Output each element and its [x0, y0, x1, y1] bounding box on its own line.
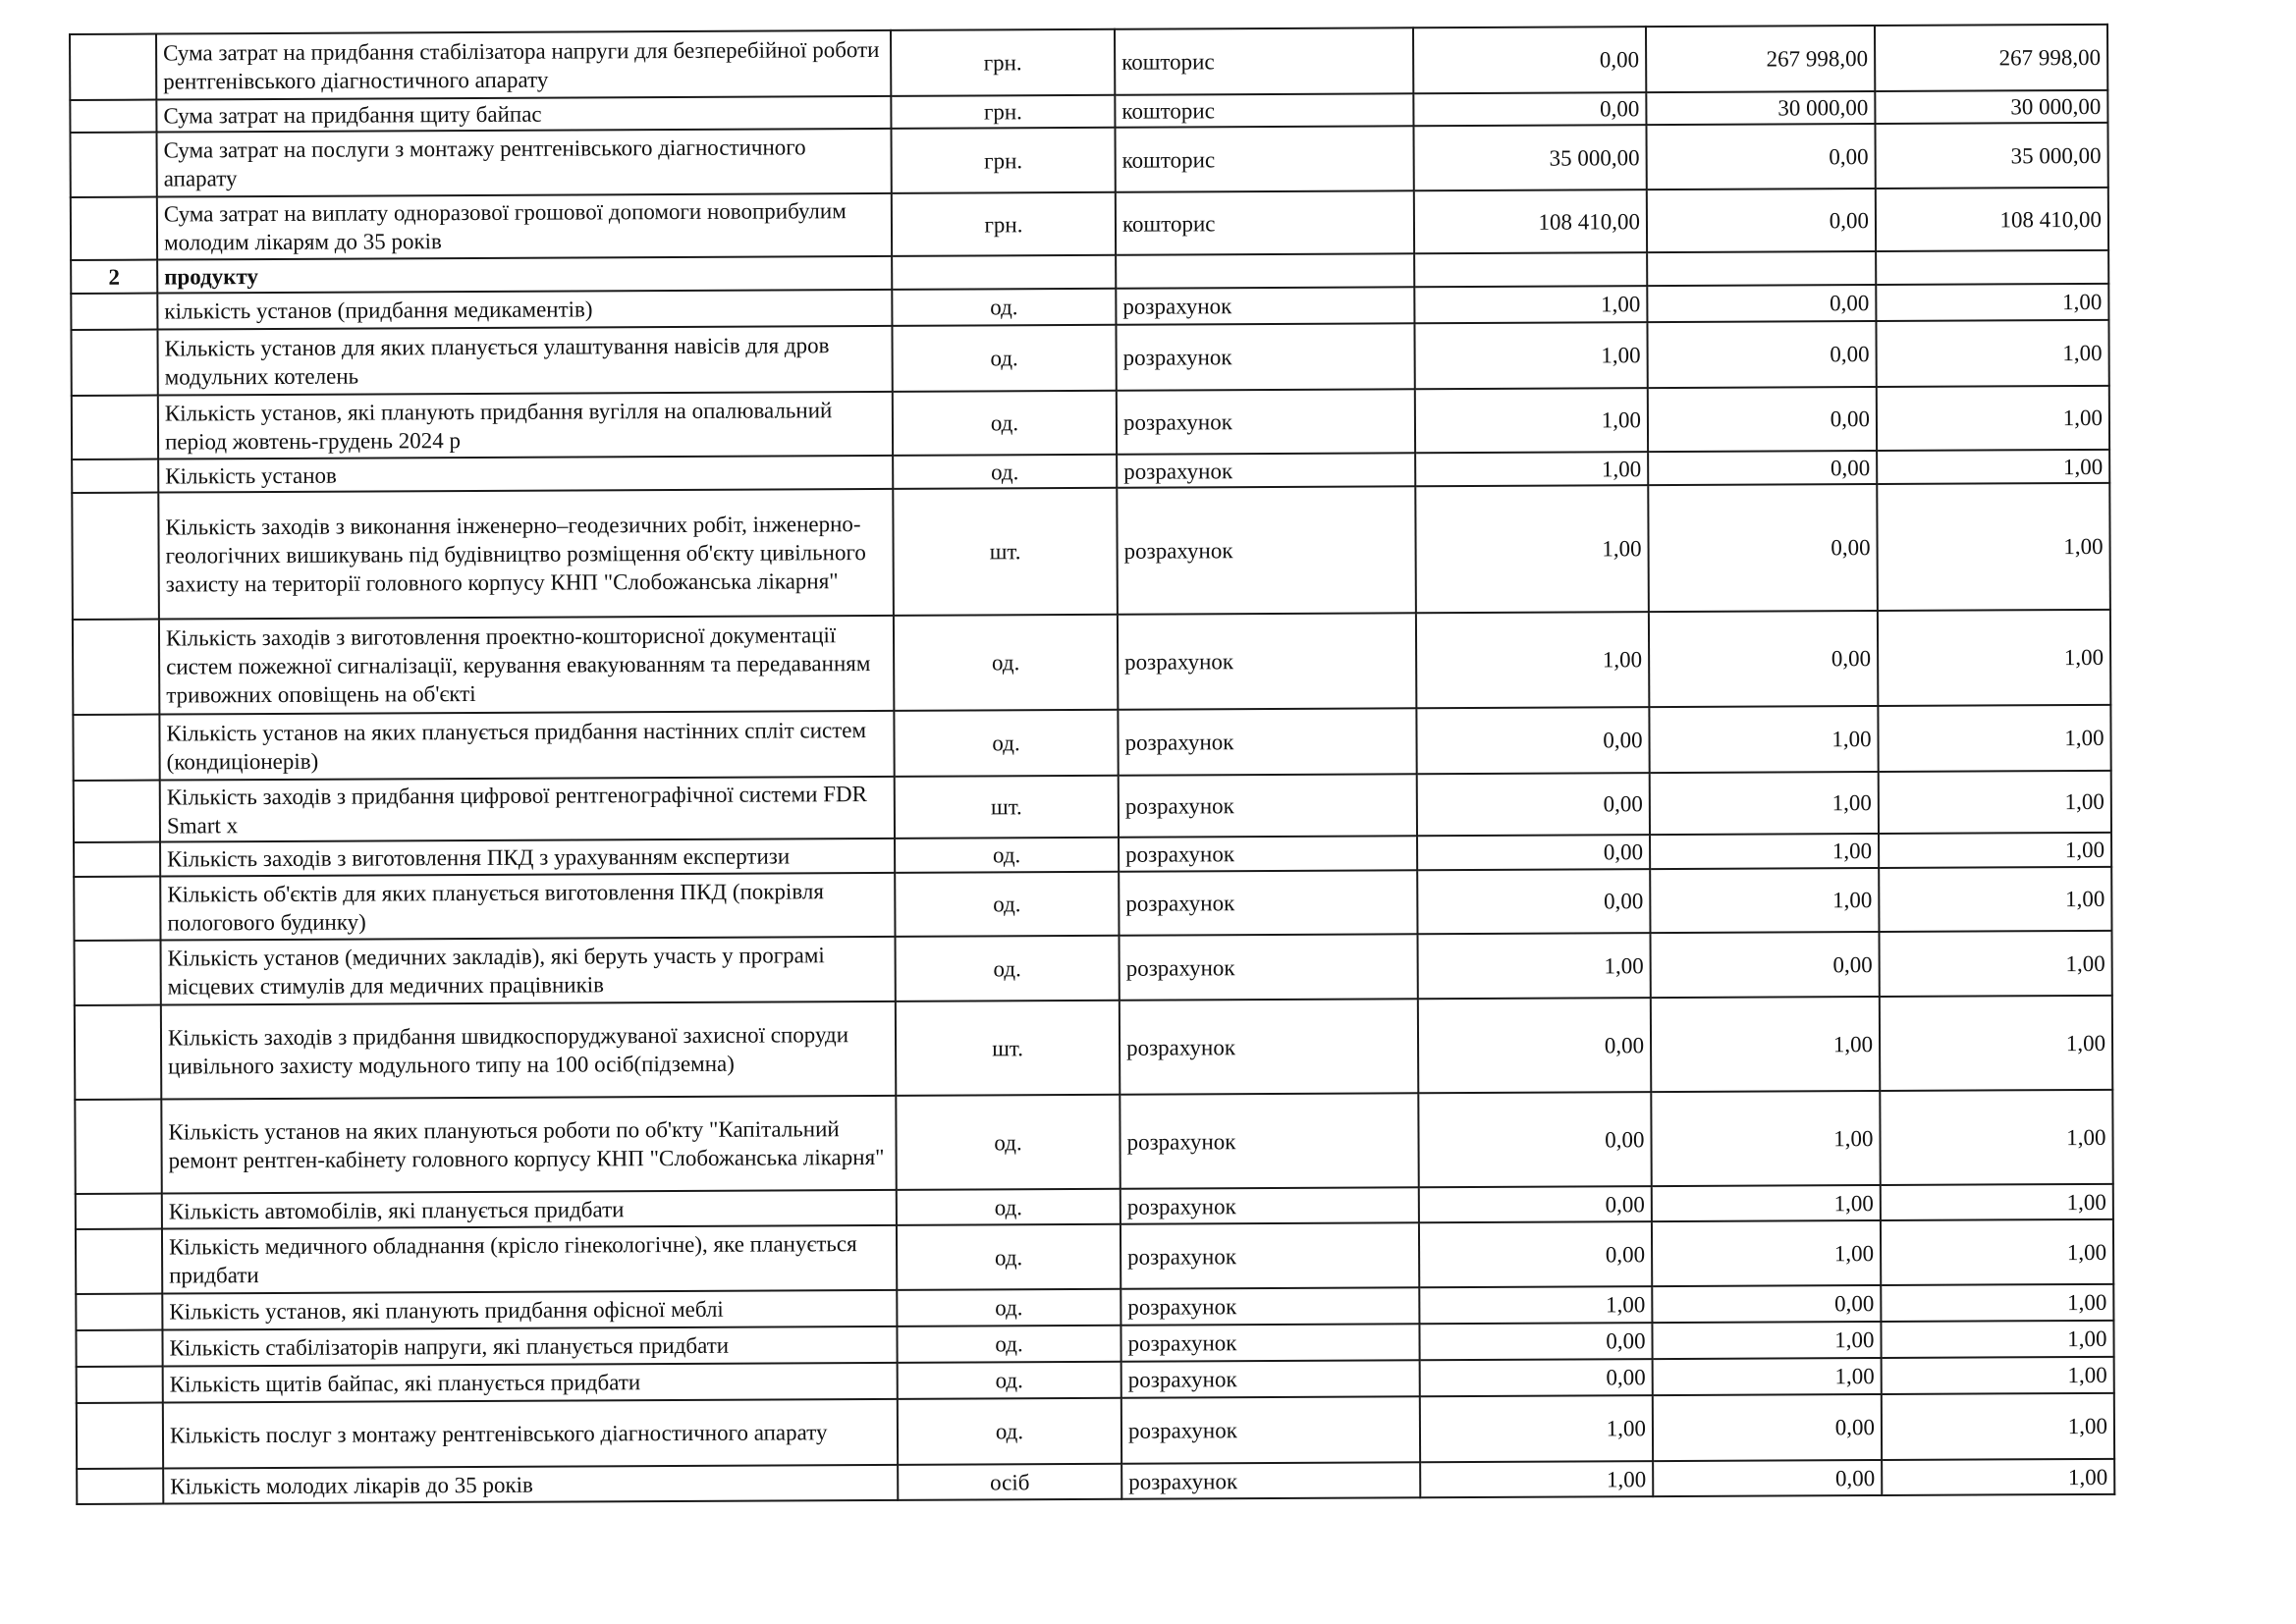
value-special-fund: 0,00: [1649, 611, 1878, 707]
value-special-fund: 0,00: [1646, 124, 1875, 189]
value-special-fund: 1,00: [1651, 997, 1880, 1092]
information-source: розрахунок: [1119, 836, 1417, 871]
value-total: 1,00: [1878, 610, 2110, 706]
information-source: розрахунок: [1120, 934, 1418, 1000]
indicator-name: Кількість заходів з виготовлення ПКД з урахуванням експертизи: [160, 839, 895, 877]
value-general-fund: 0,00: [1419, 1323, 1652, 1360]
row-number: [77, 1367, 163, 1403]
value-general-fund: 0,00: [1413, 92, 1646, 126]
information-source: розрахунок: [1121, 1462, 1420, 1498]
value-general-fund: 1,00: [1415, 388, 1648, 453]
value-general-fund: 1,00: [1420, 1461, 1653, 1497]
information-source: [1116, 253, 1414, 288]
information-source: кошторис: [1116, 190, 1414, 254]
value-special-fund: 1,00: [1650, 772, 1879, 835]
value-total: 30 000,00: [1875, 90, 2107, 124]
value-special-fund: 0,00: [1653, 1394, 1882, 1461]
value-total: 1,00: [1876, 284, 2108, 321]
table-row: [76, 1219, 2113, 1294]
row-number: [72, 396, 158, 460]
indicator-name: Сума затрат на придбання щиту байпас: [156, 96, 891, 133]
value-special-fund: 0,00: [1648, 387, 1877, 452]
row-number: [73, 715, 159, 781]
value-special-fund: 1,00: [1650, 868, 1879, 933]
value-total: 1,00: [1880, 996, 2112, 1091]
value-total: 1,00: [1877, 450, 2109, 484]
unit-of-measure: грн.: [891, 95, 1115, 129]
table-row: [75, 996, 2112, 1100]
information-source: кошторис: [1115, 126, 1413, 191]
unit-of-measure: грн.: [892, 192, 1116, 256]
value-total: 1,00: [1879, 771, 2111, 834]
value-total: 1,00: [1882, 1357, 2114, 1394]
value-total: 1,00: [1880, 1090, 2112, 1185]
unit-of-measure: од.: [898, 1398, 1121, 1465]
value-total: 1,00: [1879, 833, 2111, 868]
value-total: 1,00: [1879, 931, 2111, 997]
indicator-name: Сума затрат на придбання стабілізатора напруги для безперебійної роботи рентгенівського діагностичного апарату: [156, 30, 891, 100]
unit-of-measure: од.: [892, 289, 1116, 326]
row-number: [70, 133, 156, 197]
unit-of-measure: од.: [893, 455, 1117, 489]
table-row: [77, 1393, 2114, 1469]
indicators-table: [69, 24, 2115, 1505]
row-number: [73, 620, 159, 715]
information-source: розрахунок: [1119, 870, 1417, 935]
value-special-fund: 0,00: [1650, 932, 1879, 998]
row-number: [77, 1403, 163, 1469]
value-total: 35 000,00: [1875, 123, 2107, 189]
indicator-name: Кількість установ, які планують придбання офісної меблі: [162, 1290, 897, 1330]
value-general-fund: [1414, 252, 1647, 287]
value-special-fund: 1,00: [1652, 1185, 1881, 1221]
information-source: розрахунок: [1117, 453, 1415, 487]
value-general-fund: 108 410,00: [1414, 189, 1647, 253]
value-total: 1,00: [1876, 320, 2108, 387]
indicator-name: кількість установ (придбання медикаментів): [157, 290, 892, 330]
row-number: 2: [71, 260, 157, 294]
value-general-fund: 1,00: [1414, 286, 1647, 323]
information-source: розрахунок: [1121, 1222, 1419, 1288]
row-number: [74, 781, 160, 842]
value-special-fund: 1,00: [1652, 1220, 1881, 1286]
value-special-fund: 0,00: [1652, 1285, 1881, 1323]
information-source: розрахунок: [1120, 1093, 1418, 1188]
value-general-fund: 0,00: [1413, 27, 1646, 93]
table-body: [70, 25, 2114, 1504]
value-general-fund: 0,00: [1420, 1359, 1653, 1396]
unit-of-measure: осіб: [898, 1464, 1121, 1500]
value-total: 1,00: [1878, 705, 2110, 772]
indicator-name: Кількість установ (медичних закладів), які беруть участь у програмі місцевих стимулів для медичних працівників: [161, 937, 896, 1005]
unit-of-measure: од.: [897, 1326, 1121, 1363]
row-number: [76, 1229, 162, 1294]
information-source: кошторис: [1115, 27, 1413, 94]
indicator-name: Сума затрат на виплату одноразової грошової допомоги новоприбулим молодим лікарям до 35 років: [157, 193, 892, 260]
information-source: розрахунок: [1121, 1396, 1420, 1463]
information-source: розрахунок: [1119, 774, 1417, 837]
unit-of-measure: од.: [896, 936, 1120, 1001]
indicator-name: Сума затрат на послуги з монтажу рентгенівського діагностичного апарату: [156, 129, 891, 197]
table-row: [73, 610, 2110, 715]
row-number: [75, 1005, 161, 1100]
value-total: 1,00: [1881, 1184, 2113, 1220]
value-total: [1876, 250, 2108, 285]
indicator-name: Кількість заходів з виготовлення проектно-кошторисної документації систем пожежної сигналізації, керування евакуюванням та передаванням тривожних оповіщень на об'єкті: [159, 616, 894, 715]
unit-of-measure: шт.: [895, 776, 1119, 839]
value-special-fund: 1,00: [1649, 706, 1878, 773]
value-special-fund: 267 998,00: [1646, 26, 1875, 92]
row-number: [75, 941, 161, 1005]
table-row: [72, 386, 2109, 460]
value-special-fund: 0,00: [1653, 1460, 1882, 1496]
value-total: 1,00: [1879, 867, 2111, 932]
row-number: [72, 460, 158, 493]
value-general-fund: 0,00: [1416, 707, 1649, 774]
value-total: 1,00: [1877, 483, 2110, 611]
value-special-fund: 0,00: [1648, 451, 1877, 485]
table-row: [75, 931, 2112, 1005]
information-source: розрахунок: [1118, 708, 1416, 775]
unit-of-measure: од.: [896, 1095, 1120, 1190]
indicator-name: Кількість молодих лікарів до 35 років: [163, 1465, 898, 1504]
value-special-fund: [1647, 251, 1876, 286]
value-special-fund: 0,00: [1648, 484, 1878, 612]
indicator-name: продукту: [157, 256, 892, 294]
indicator-name: Кількість установ: [158, 456, 893, 493]
unit-of-measure: [892, 255, 1116, 290]
value-general-fund: 1,00: [1419, 1286, 1652, 1324]
indicator-name: Кількість установ для яких планується улаштування навісів для дров модульних котелень: [157, 326, 892, 396]
unit-of-measure: од.: [897, 1189, 1121, 1225]
value-general-fund: 0,00: [1419, 1186, 1652, 1222]
table-row: [74, 771, 2111, 842]
value-special-fund: 1,00: [1651, 1091, 1880, 1186]
value-total: 267 998,00: [1875, 25, 2107, 91]
indicator-name: Кількість об'єктів для яких планується виготовлення ПКД (покрівля пологового будинку): [160, 873, 895, 941]
indicator-name: Кількість установ на яких плануються роботи по об'кту "Капітальний ремонт рентген-кабінету головного корпусу КНП "Слобожанська лікарня": [161, 1096, 896, 1194]
value-special-fund: 1,00: [1653, 1358, 1882, 1395]
row-number: [71, 294, 157, 330]
unit-of-measure: од.: [893, 391, 1117, 456]
indicator-name: Кількість послуг з монтажу рентгенівського діагностичного апарату: [163, 1399, 898, 1469]
row-number: [71, 330, 157, 396]
value-general-fund: 1,00: [1415, 485, 1649, 613]
table-row: [73, 705, 2110, 781]
indicator-name: Кількість стабілізаторів напруги, які планується придбати: [162, 1326, 897, 1367]
table-row: [74, 867, 2111, 941]
indicator-name: Кількість заходів з придбання швидкоспоруджуваної захисної споруди цивільного захисту модульного типу на 100 осіб(підземна): [161, 1001, 896, 1100]
value-special-fund: 1,00: [1652, 1322, 1881, 1359]
table-row: [71, 320, 2108, 396]
row-number: [76, 1330, 162, 1367]
unit-of-measure: од.: [898, 1362, 1121, 1399]
indicator-name: Кількість щитів байпас, які планується придбати: [163, 1363, 898, 1403]
information-source: розрахунок: [1121, 1187, 1419, 1223]
value-general-fund: 0,00: [1418, 998, 1651, 1093]
row-number: [76, 1294, 162, 1330]
unit-of-measure: шт.: [893, 488, 1118, 616]
value-general-fund: 0,00: [1417, 869, 1650, 934]
unit-of-measure: од.: [895, 872, 1119, 937]
value-general-fund: 0,00: [1418, 1092, 1651, 1187]
information-source: розрахунок: [1117, 389, 1415, 454]
information-source: розрахунок: [1121, 1324, 1419, 1361]
value-special-fund: 0,00: [1647, 189, 1876, 252]
value-general-fund: 1,00: [1420, 1395, 1653, 1462]
indicator-name: Кількість заходів з придбання цифрової рентгенографічної системи FDR Smart x: [160, 777, 895, 842]
value-general-fund: 0,00: [1417, 835, 1650, 870]
unit-of-measure: од.: [894, 615, 1118, 711]
value-general-fund: 0,00: [1419, 1221, 1652, 1287]
value-total: 108 410,00: [1876, 188, 2108, 251]
indicator-name: Кількість заходів з виконання інженерно–геодезичних робіт, інженерно-геологічних вишикувань під будівництво розміщення об'єкту цивільного захисту на території головного корпусу КНП "Слобожанська лікарня": [158, 489, 894, 620]
unit-of-measure: од.: [895, 838, 1119, 873]
value-special-fund: 30 000,00: [1646, 91, 1875, 125]
value-general-fund: 1,00: [1414, 322, 1647, 389]
row-number: [70, 34, 156, 100]
value-total: 1,00: [1881, 1321, 2113, 1358]
table-row: [70, 25, 2107, 100]
information-source: розрахунок: [1116, 287, 1414, 324]
indicator-name: Кількість установ, які планують придбання вугілля на опалювальний період жовтень-грудень 2024 р: [158, 392, 893, 460]
row-number: [74, 842, 160, 877]
value-special-fund: 1,00: [1650, 834, 1879, 869]
information-source: розрахунок: [1120, 999, 1418, 1094]
unit-of-measure: грн.: [891, 29, 1115, 96]
information-source: розрахунок: [1116, 323, 1414, 390]
unit-of-measure: грн.: [891, 128, 1115, 193]
information-source: розрахунок: [1117, 486, 1416, 614]
row-number: [74, 877, 160, 941]
indicator-name: Кількість автомобілів, які планується придбати: [162, 1190, 897, 1229]
row-number: [70, 100, 156, 133]
value-total: 1,00: [1881, 1284, 2113, 1322]
unit-of-measure: од.: [897, 1224, 1121, 1290]
value-special-fund: 0,00: [1647, 285, 1876, 322]
unit-of-measure: од.: [897, 1289, 1121, 1326]
information-source: розрахунок: [1121, 1360, 1420, 1397]
indicator-name: Кількість медичного обладнання (крісло гінекологічне), яке планується придбати: [162, 1225, 897, 1294]
information-source: розрахунок: [1118, 613, 1416, 709]
value-general-fund: 35 000,00: [1413, 125, 1646, 190]
table-row: [70, 123, 2107, 197]
table-row: [75, 1090, 2112, 1194]
indicator-name: Кількість установ на яких планується придбання настінних спліт систем (кондиціонерів): [159, 711, 894, 781]
table-row: [72, 483, 2110, 620]
table-row: [71, 188, 2108, 260]
unit-of-measure: шт.: [896, 1001, 1120, 1096]
row-number: [76, 1194, 162, 1229]
unit-of-measure: од.: [892, 325, 1116, 392]
value-total: 1,00: [1882, 1393, 2114, 1460]
value-total: 1,00: [1881, 1219, 2113, 1285]
value-general-fund: 1,00: [1415, 452, 1648, 486]
value-special-fund: 0,00: [1647, 321, 1876, 388]
information-source: кошторис: [1115, 93, 1413, 127]
row-number: [72, 493, 159, 620]
row-number: [77, 1469, 163, 1504]
value-general-fund: 1,00: [1416, 612, 1649, 708]
value-general-fund: 1,00: [1417, 933, 1650, 999]
unit-of-measure: од.: [894, 710, 1118, 777]
value-total: 1,00: [1882, 1459, 2114, 1495]
row-number: [71, 197, 157, 260]
row-number: [75, 1100, 161, 1194]
information-source: розрахунок: [1121, 1287, 1419, 1325]
value-general-fund: 0,00: [1417, 773, 1650, 836]
value-total: 1,00: [1877, 386, 2109, 451]
